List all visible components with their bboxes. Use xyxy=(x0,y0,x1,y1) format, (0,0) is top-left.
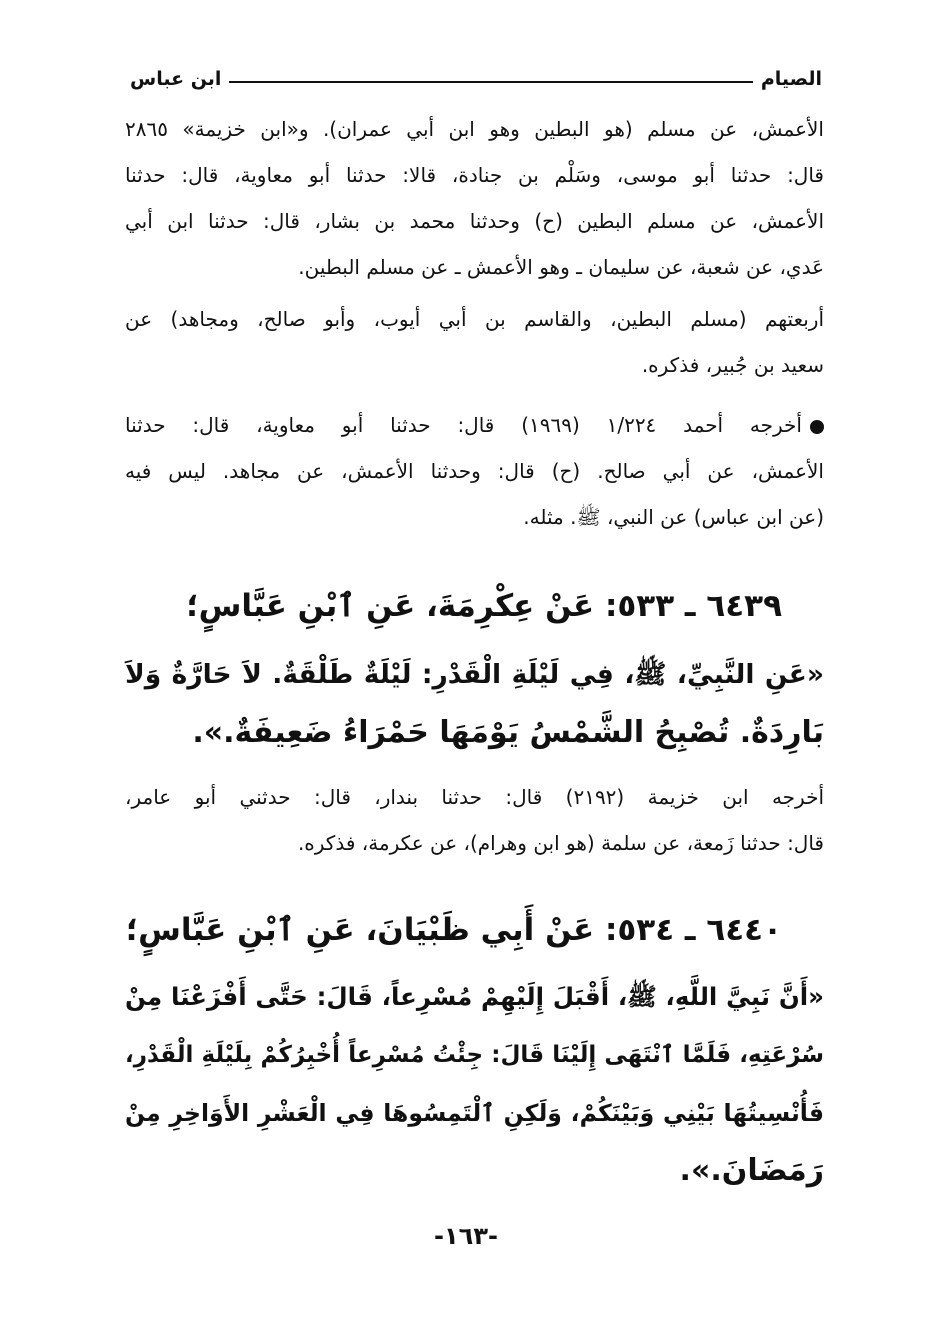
text-line: أربعتهم (مسلم البطين، والقاسم بن أبي أيوب، وأبو صالح، ومجاهد) عن xyxy=(125,307,824,331)
chapter-title: الصيام xyxy=(760,68,822,90)
text-line: (عن ابن عباس) عن النبي، ﷺ. مثله. xyxy=(523,505,824,529)
text-line: قال: حدثنا أبو موسى، وسَلْم بن جنادة، قالا: حدثنا أبو معاوية، قال: حدثنا xyxy=(125,163,824,187)
isnad-paragraph xyxy=(125,106,824,290)
hadith-6439-heading: ٦٤٣٩ ـ ٥٣٣: عَنْ عِكْرِمَةَ، عَنِ ٱبْنِ عَبَّاسٍ؛ xyxy=(186,588,782,624)
hadith-6439-text xyxy=(125,646,824,762)
hadith-6440-heading: ٦٤٤٠ ـ ٥٣٤: عَنْ أَبِي ظَبْيَانَ، عَنِ ٱبْنِ عَبَّاسٍ؛ xyxy=(125,912,782,948)
text-line: فَأُنْسِيتُهَا بَيْنِي وَبَيْنَكُمْ، وَلَكِنِ ٱلْتَمِسُوهَا فِي الْعَشْرِ الأَوَاخِرِ مِنْ xyxy=(125,1099,824,1127)
note-paragraph xyxy=(125,402,824,540)
text-line: الأعمش، عن مسلم البطين (ح) وحدثنا محمد بن بشار، قال: حدثنا ابن أبي xyxy=(125,209,824,233)
text-line: أخرجه ابن خزيمة (٢١٩٢) قال: حدثنا بندار، قال: حدثني أبو عامر، xyxy=(125,785,825,809)
text-line: «أَنَّ نَبِيَّ اللَّهِ، ﷺ، أَقْبَلَ إِلَيْهِمْ مُسْرِعاً، قَالَ: حَتَّى أَفْزَعْنَا مِنْ xyxy=(125,982,824,1011)
text-line: الأعمش، عن مسلم (هو البطين وهو ابن أبي عمران). و«ابن خزيمة» ٢٨٦٥ xyxy=(125,117,824,141)
text-line: عَدي، عن شعبة، عن سليمان ـ وهو الأعمش ـ عن مسلم البطين. xyxy=(298,255,824,279)
text-line: سعيد بن جُبير، فذكره. xyxy=(641,353,824,377)
text-line: «عَنِ النَّبِيِّ، ﷺ، فِي لَيْلَةِ الْقَدْرِ: لَيْلَةٌ طَلْقَةٌ. لاَ حَارَّةٌ وَلاَ xyxy=(125,659,824,690)
text-line: بَارِدَةٌ. تُصْبِحُ الشَّمْسُ يَوْمَهَا حَمْرَاءُ ضَعِيفَةٌ.». xyxy=(192,715,824,750)
running-header xyxy=(130,62,822,90)
text-line: رَمَضَانَ.». xyxy=(679,1153,824,1188)
narrators-paragraph xyxy=(125,296,824,388)
page-number: -١٦٣- xyxy=(434,1222,498,1250)
hadith-6439-takhrij xyxy=(125,774,824,866)
section-title: ابن عباس xyxy=(130,68,222,90)
bullet-icon xyxy=(810,420,824,434)
hadith-6440-text xyxy=(125,968,824,1200)
text-line: قال: حدثنا زَمعة، عن سلمة (هو ابن وهرام)، عن عكرمة، فذكره. xyxy=(297,831,824,855)
text-line: سُرْعَتِهِ، فَلَمَّا ٱنْتَهَى إِلَيْنَا قَالَ: جِئْتُ مُسْرِعاً أُخْبِرُكُمْ بِلَيْلَةِ الْقَدْرِ، xyxy=(125,1042,824,1068)
text-line: الأعمش، عن أبي صالح. (ح) قال: وحدثنا الأعمش، عن مجاهد. ليس فيه xyxy=(125,459,824,483)
header-rule xyxy=(229,81,752,83)
text-line: أخرجه أحمد ١/٢٢٤ (١٩٦٩) قال: حدثنا أبو معاوية، قال: حدثنا xyxy=(125,402,824,448)
